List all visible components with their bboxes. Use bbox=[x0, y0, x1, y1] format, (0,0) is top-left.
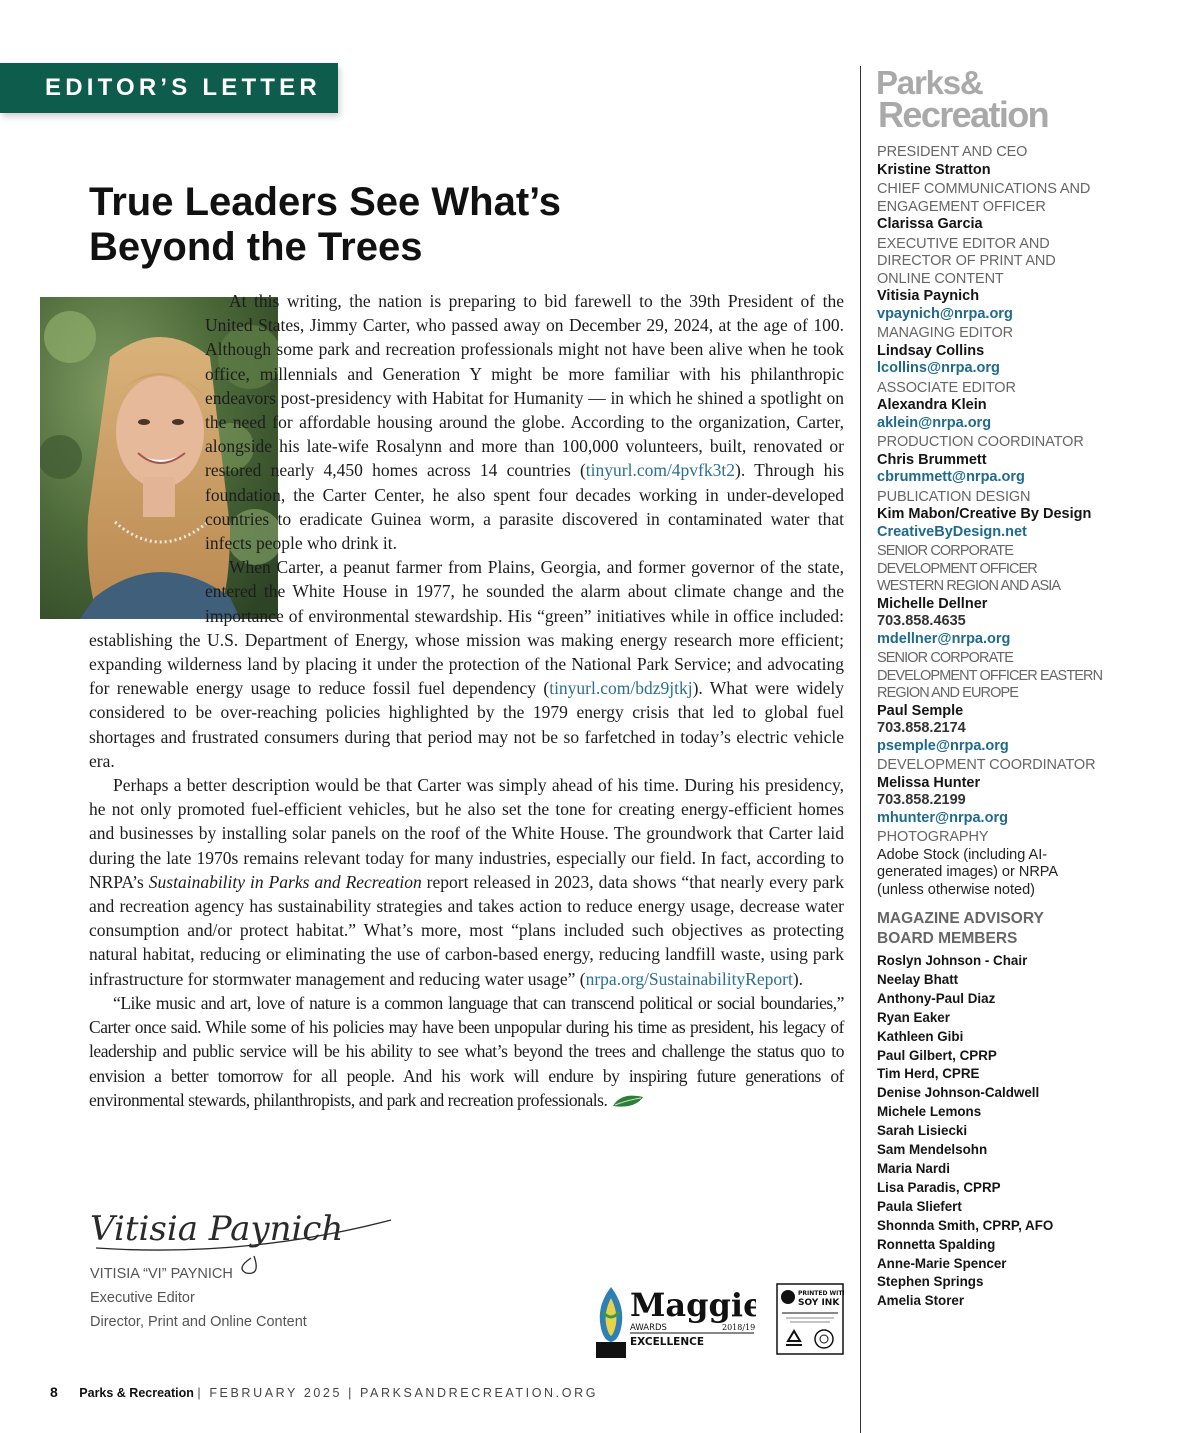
paragraph-2-text-a: When Carter, a peanut farmer from Plains, Georgia, and former governor of the state, entered the White House in 1977, he sounded the alarm about climate change and the importance of environmental stewardship. His “green” initiatives while in office included: establishing the U.S. Department of Energy, whose mission was making energy research more efficient; expanding wilderness land by placing it under the protection of the National Park Service; and advocating for renewable energy usage to reduce fossil fuel dependency ( bbox=[89, 557, 844, 699]
paragraph-1-text-a: At this writing, the nation is preparing to bid farewell to the 39th President of the United States, Jimmy Carter, who passed away on December 29, 2024, at the age of 100. Although some park and recreation professionals might not have been alive when he took office, millennials and Generation Y might be more familiar with his philanthropic endeavors post-presidency with Habitat for Humanity — in which he shined a spotlight on the need for affordable housing around the globe. According to the organization, Carter, alongside his late-wife Rosalynn and more than 100,000 volunteers, built, renovated or restored nearly 4,450 homes across 14 countries ( bbox=[205, 291, 844, 481]
paragraph-4-text: “Like music and art, love of nature is a common language that can transcend political or social boundaries,” Carter once said. While some of his policies may have been unpopular during his time as president, his legacy of leadership and public service will be his ability to see what’s beyond the trees and challenge the status quo to envision a better tomorrow for all people. And his work will endure by inspiring future generations of environmental stewards, philanthropists, and park and recreation professionals. bbox=[89, 992, 844, 1110]
paragraph-4 bbox=[89, 991, 844, 1112]
staff-email[interactable]: mhunter@nrpa.org bbox=[877, 809, 1008, 826]
staff-role: SENIOR CORPORATE DEVELOPMENT OFFICER EASTERN REGION AND EUROPE bbox=[877, 650, 1103, 701]
page-footer bbox=[50, 1384, 598, 1400]
page-number: 8 bbox=[50, 1384, 58, 1400]
staff-entry bbox=[877, 380, 1197, 433]
parks-recreation-logo bbox=[876, 64, 1076, 134]
advisory-board-title-line-1: MAGAZINE ADVISORY bbox=[877, 910, 1044, 927]
board-member: Sam Mendelsohn bbox=[877, 1142, 988, 1158]
section-banner: EDITOR’S LETTER bbox=[0, 63, 338, 113]
staff-entry bbox=[877, 650, 1197, 755]
paragraph-1-text-b: ). Through his foundation, the Carter Center, he also spent four decades working in under-developed countries to eradicate Guinea worm, a parasite discovered in contaminated water that infects people who drink it. bbox=[205, 460, 844, 554]
headline-line-1: True Leaders See What’s bbox=[89, 180, 562, 224]
staff-phone: 703.858.2174 bbox=[877, 720, 966, 736]
editor-title-1: Executive Editor bbox=[90, 1290, 195, 1306]
staff-entry bbox=[877, 236, 1197, 324]
leaf-icon bbox=[611, 1094, 645, 1108]
staff-name: Vitisia Paynich bbox=[877, 288, 980, 304]
link-energy[interactable]: tinyurl.com/bdz9jtkj bbox=[549, 678, 693, 699]
board-member: Neelay Bhatt bbox=[877, 971, 959, 987]
editor-name: VITISIA “VI” PAYNICH bbox=[90, 1266, 233, 1282]
svg-text:AWARDS: AWARDS bbox=[630, 1323, 667, 1333]
staff-role: DEVELOPMENT COORDINATOR bbox=[877, 757, 1096, 773]
board-member: Paul Gilbert, CPRP bbox=[877, 1047, 997, 1063]
svg-text:Maggie: Maggie bbox=[630, 1286, 756, 1324]
board-member: Lisa Paradis, CPRP bbox=[877, 1179, 1001, 1195]
paragraph-3-text-a: Perhaps a better description would be that Carter was simply ahead of his time. During his presidency, he not only promoted fuel-efficient vehicles, but he also set the tone for creating energy-efficient homes and businesses by installing solar panels on the roof of the White House. The groundwork that Carter laid during the late 1970s remains relevant today for many industries, especially our field. In fact, according to NRPA’s bbox=[89, 775, 844, 892]
board-member: Michele Lemons bbox=[877, 1104, 982, 1120]
staff-role: PRODUCTION COORDINATOR bbox=[877, 434, 1084, 450]
advisory-board-title bbox=[877, 909, 1197, 948]
staff-email[interactable]: lcollins@nrpa.org bbox=[877, 360, 1000, 376]
board-member: Amelia Storer bbox=[877, 1293, 965, 1309]
advisory-board-list bbox=[877, 952, 1197, 1311]
photo-wrap-spacer bbox=[0, 289, 205, 625]
soy-ink-badge bbox=[776, 1283, 844, 1355]
advisory-board-title-line-2: BOARD MEMBERS bbox=[877, 929, 1018, 947]
board-member: Maria Nardi bbox=[877, 1160, 950, 1176]
staff-role: SENIOR CORPORATE DEVELOPMENT OFFICER WESTERN REGION AND ASIA bbox=[877, 543, 1061, 594]
staff-name: Kristine Stratton bbox=[877, 161, 991, 178]
svg-text:EXCELLENCE: EXCELLENCE bbox=[630, 1336, 704, 1348]
staff-entry bbox=[877, 757, 1197, 827]
link-habitat[interactable]: tinyurl.com/4pvfk3t2 bbox=[585, 460, 736, 481]
paragraph-2-text-b: ). What were widely considered to be over-reaching policies highlighted by the 1979 energy crisis that led to global fuel shortages and frustrated consumers during that period may not be so farfetched in today’s electric vehicle era. bbox=[89, 678, 844, 771]
paragraph-3-text-c: ). bbox=[792, 968, 804, 989]
staff-role: PHOTOGRAPHY bbox=[877, 829, 989, 845]
link-sustainability-report[interactable]: nrpa.org/SustainabilityReport bbox=[585, 968, 793, 989]
staff-role: CHIEF COMMUNICATIONS AND ENGAGEMENT OFFICER bbox=[877, 181, 1091, 215]
staff-name: Paul Semple bbox=[877, 702, 964, 719]
staff-role: EXECUTIVE EDITOR AND DIRECTOR OF PRINT AND ONLINE CONTENT bbox=[877, 235, 1056, 287]
board-member: Paula Sliefert bbox=[877, 1198, 962, 1214]
staff-entry bbox=[877, 489, 1197, 542]
staff-name: Alexandra Klein bbox=[877, 397, 987, 413]
photography-credit: Adobe Stock (including AI-generated images) or NRPA (unless otherwise noted) bbox=[877, 846, 1058, 898]
staff-email[interactable]: vpaynich@nrpa.org bbox=[877, 305, 1013, 322]
staff-email[interactable]: mdellner@nrpa.org bbox=[877, 630, 1011, 647]
paragraph-3-text-b: report released in 2023, data shows “that nearly every park and recreation agency has sustainability strategies and takes action to reduce energy usage, decrease water consumption and/or protect habitat.” What’s more, most “plans included such objectives as protecting natural habitat, reducing or eliminating the use of carbon-based energy, reducing landfill waste, using park infrastructure for stormwater management and reducing water usage” ( bbox=[89, 871, 845, 989]
svg-text:Parks&: Parks& bbox=[876, 64, 983, 101]
masthead-sidebar bbox=[877, 144, 1197, 1311]
editor-title-2: Director, Print and Online Content bbox=[90, 1314, 307, 1330]
board-member: Sarah Lisiecki bbox=[877, 1123, 968, 1139]
article-headline bbox=[89, 180, 729, 270]
report-title: Sustainability in Parks and Recreation bbox=[148, 871, 422, 892]
staff-phone: 703.858.4635 bbox=[877, 613, 966, 629]
board-member: Ryan Eaker bbox=[877, 1009, 950, 1025]
svg-text:SOY INK: SOY INK bbox=[798, 1298, 840, 1308]
staff-entry bbox=[877, 144, 1197, 179]
staff-role: PUBLICATION DESIGN bbox=[877, 488, 1031, 505]
staff-name: Lindsay Collins bbox=[877, 342, 985, 359]
paragraph-3 bbox=[89, 773, 844, 991]
board-member: Tim Herd, CPRE bbox=[877, 1066, 980, 1082]
staff-entry bbox=[877, 181, 1197, 234]
svg-text:PRINTED WITH: PRINTED WITH bbox=[798, 1290, 844, 1297]
board-member: Denise Johnson-Caldwell bbox=[877, 1085, 1040, 1101]
soy-ink-logo bbox=[776, 1283, 844, 1355]
staff-name: Melissa Hunter bbox=[877, 774, 981, 791]
staff-email[interactable]: cbrummett@nrpa.org bbox=[877, 469, 1025, 485]
column-divider bbox=[860, 66, 861, 1433]
maggie-awards-badge bbox=[594, 1282, 756, 1360]
board-member: Ronnetta Spalding bbox=[877, 1236, 996, 1252]
svg-text:Vitisia Paynich: Vitisia Paynich bbox=[90, 1209, 344, 1249]
staff-entry bbox=[877, 543, 1197, 648]
board-member: Roslyn Johnson - Chair bbox=[877, 953, 1028, 968]
article-body bbox=[89, 289, 844, 1112]
staff-email[interactable]: psemple@nrpa.org bbox=[877, 737, 1009, 754]
svg-text:Recreation: Recreation bbox=[878, 94, 1049, 134]
board-member: Shonnda Smith, CPRP, AFO bbox=[877, 1217, 1054, 1233]
staff-name: Kim Mabon/Creative By Design bbox=[877, 506, 1092, 522]
staff-name: Clarissa Garcia bbox=[877, 216, 983, 232]
masthead-logo-mark bbox=[876, 64, 1076, 134]
staff-name: Michelle Dellner bbox=[877, 595, 988, 612]
staff-entry bbox=[877, 434, 1197, 487]
board-member: Stephen Springs bbox=[877, 1274, 984, 1290]
board-member: Anne-Marie Spencer bbox=[877, 1255, 1007, 1271]
staff-name: Chris Brummett bbox=[877, 451, 987, 468]
staff-entry bbox=[877, 829, 1197, 899]
headline-line-2: Beyond the Trees bbox=[89, 225, 423, 269]
footer-issue-info: | FEBRUARY 2025 | PARKSANDRECREATION.ORG bbox=[197, 1386, 599, 1400]
staff-role: PRESIDENT AND CEO bbox=[877, 144, 1028, 160]
board-member: Anthony-Paul Diaz bbox=[877, 990, 996, 1006]
maggie-awards-logo bbox=[594, 1282, 756, 1360]
staff-role: MANAGING EDITOR bbox=[877, 325, 1013, 341]
staff-phone: 703.858.2199 bbox=[877, 792, 966, 808]
signature-block bbox=[90, 1262, 307, 1334]
staff-entry bbox=[877, 325, 1197, 378]
staff-email[interactable]: aklein@nrpa.org bbox=[877, 414, 992, 431]
staff-role: ASSOCIATE EDITOR bbox=[877, 379, 1016, 396]
staff-website[interactable]: CreativeByDesign.net bbox=[877, 523, 1027, 540]
svg-text:2018/19: 2018/19 bbox=[722, 1323, 756, 1332]
board-member: Kathleen Gibi bbox=[877, 1028, 964, 1044]
footer-magazine-name: Parks & Recreation bbox=[79, 1386, 194, 1400]
